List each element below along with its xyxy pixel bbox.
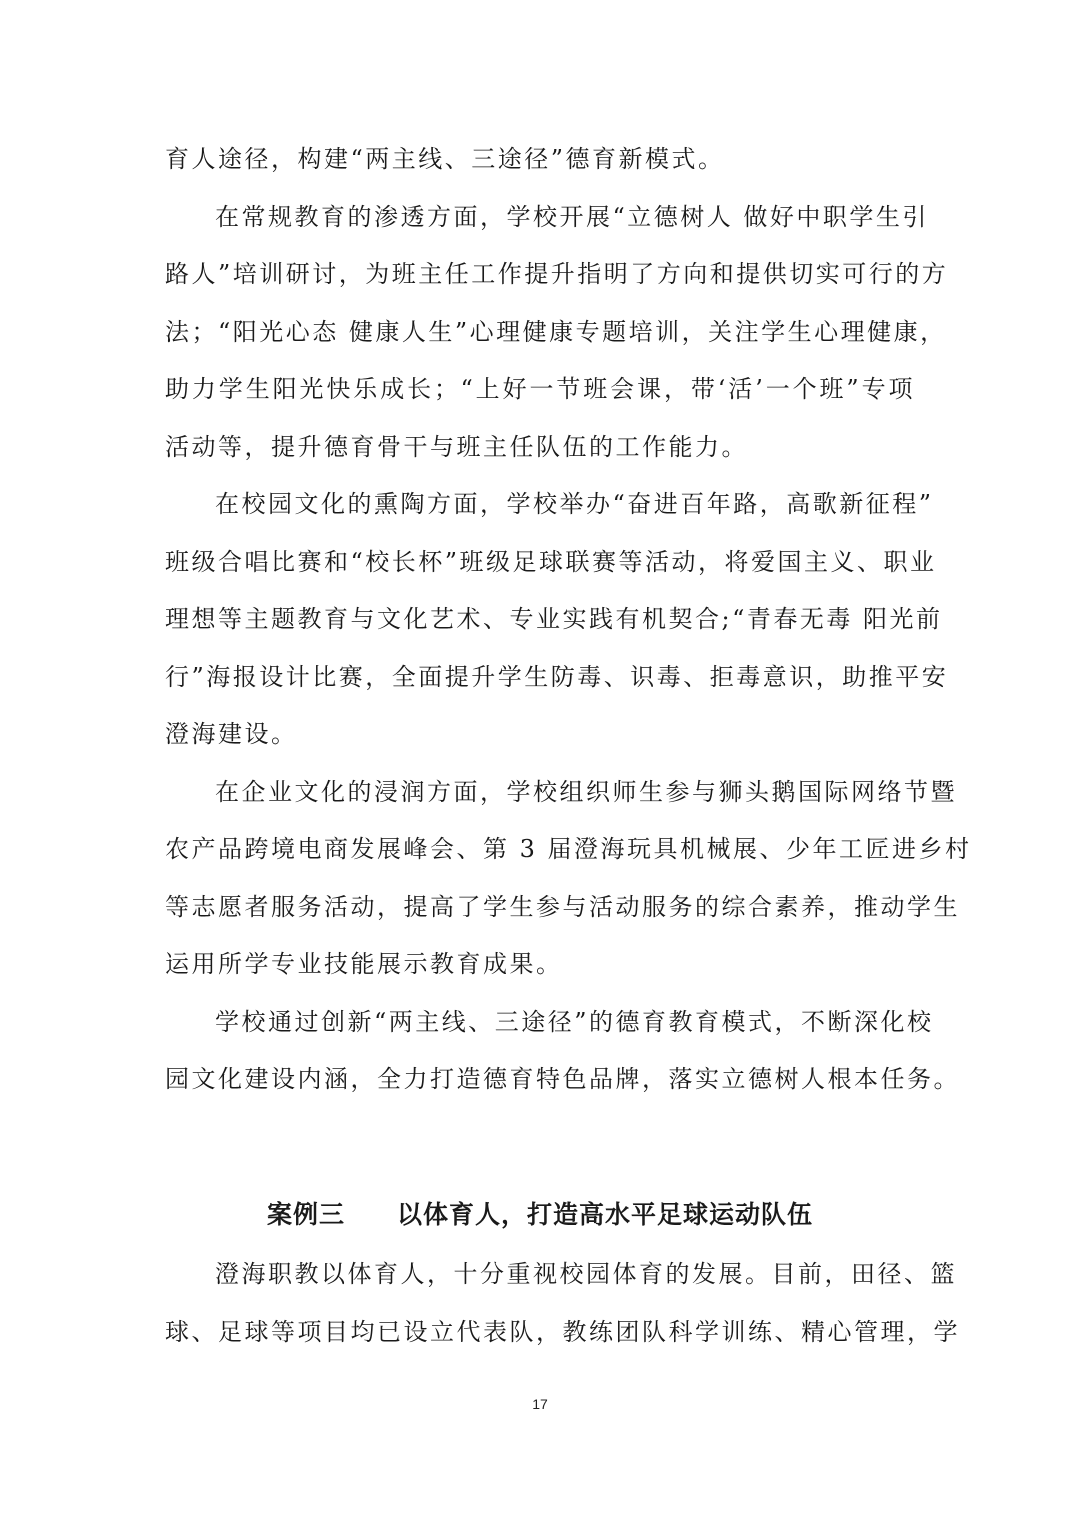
paragraph-line: 农产品跨境电商发展峰会、第 3 届澄海玩具机械展、少年工匠进乡村 xyxy=(165,835,972,863)
paragraph-line: 理想等主题教育与文化艺术、专业实践有机契合;“青春无毒 阳光前 xyxy=(165,605,943,633)
paragraph-line: 在常规教育的渗透方面，学校开展“立德树人 做好中职学生引 xyxy=(215,202,929,231)
paragraph-line: 法；“阳光心态 健康人生”心理健康专题培训，关注学生心理健康， xyxy=(165,317,947,346)
paragraph-line: 运用所学专业技能展示教育成果。 xyxy=(165,950,563,978)
paragraph-line: 助力学生阳光快乐成长；“上好一节班会课，带‘活’一个班”专项 xyxy=(165,375,915,403)
paragraph-line: 行”海报设计比赛，全面提升学生防毒、识毒、拒毒意识，助推平安 xyxy=(165,662,949,691)
section-label: 案例三 xyxy=(266,1200,345,1229)
section-heading xyxy=(165,1190,915,1240)
section-title-text: 以体育人，打造高水平足球运动队伍 xyxy=(397,1200,814,1229)
paragraph-line: 在校园文化的熏陶方面，学校举办“奋进百年路，高歌新征程” xyxy=(215,490,934,518)
paragraph-line: 育人途径，构建“两主线、三途径”德育新模式。 xyxy=(165,145,725,173)
paragraph-line: 在企业文化的浸润方面，学校组织师生参与狮头鹅国际网络节暨 xyxy=(215,777,957,806)
page-number: 17 xyxy=(532,1396,548,1412)
paragraph-line: 等志愿者服务活动，提高了学生参与活动服务的综合素养，推动学生 xyxy=(165,892,960,921)
body-text-bottom xyxy=(165,1246,960,1361)
paragraph-line: 澄海建设。 xyxy=(165,720,298,748)
body-text-top xyxy=(165,131,972,1109)
paragraph-line: 学校通过创新“两主线、三途径”的德育教育模式，不断深化校 xyxy=(215,1007,934,1036)
paragraph-line: 澄海职教以体育人，十分重视校园体育的发展。目前，田径、篮 xyxy=(215,1260,957,1288)
paragraph-line: 班级合唱比赛和“校长杯”班级足球联赛等活动，将爱国主义、职业 xyxy=(165,547,937,576)
paragraph-line: 路人”培训研讨，为班主任工作提升指明了方向和提供切实可行的方 xyxy=(165,260,949,288)
paragraph-line: 球、足球等项目均已设立代表队，教练团队科学训练、精心管理，学 xyxy=(165,1317,960,1346)
paragraph-line: 活动等，提升德育骨干与班主任队伍的工作能力。 xyxy=(165,432,748,461)
paragraph-line: 园文化建设内涵，全力打造德育特色品牌，落实立德树人根本任务。 xyxy=(165,1065,960,1093)
